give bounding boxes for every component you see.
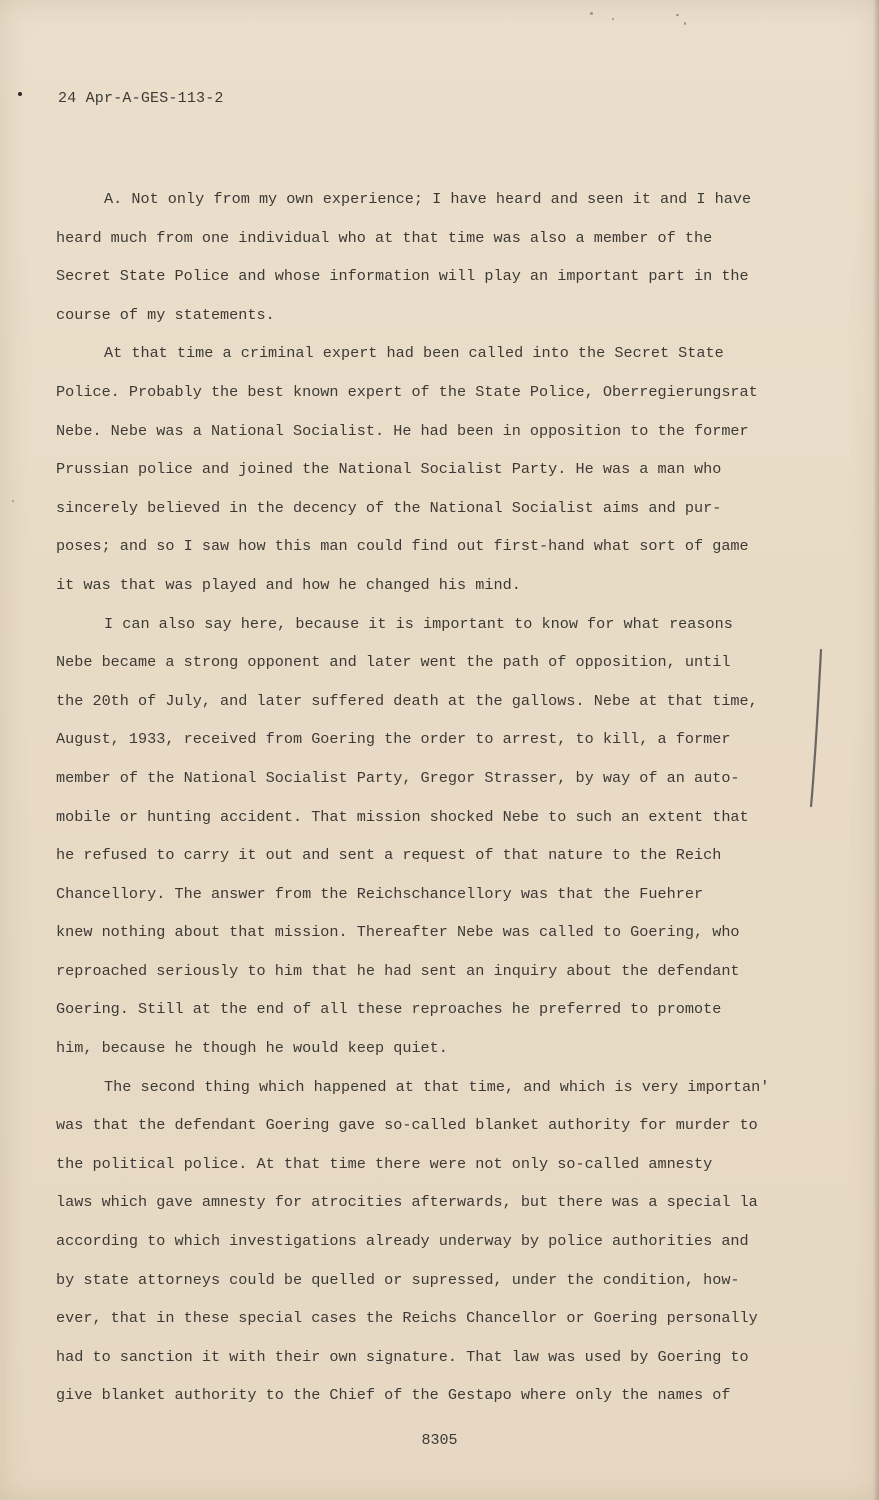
text-line: by state attorneys could be quelled or supressed, under the condition, how- bbox=[56, 1270, 740, 1289]
paper-speck bbox=[612, 18, 614, 20]
text-line: Nebe. Nebe was a National Socialist. He had been in opposition to the former bbox=[56, 421, 749, 440]
text-line: the 20th of July, and later suffered death at the gallows. Nebe at that time, bbox=[56, 691, 758, 710]
page-number: 8305 bbox=[421, 1432, 458, 1449]
text-line: mobile or hunting accident. That mission shocked Nebe to such an extent that bbox=[56, 807, 749, 826]
text-line: heard much from one individual who at that time was also a member of the bbox=[56, 228, 713, 247]
text-line: sincerely believed in the decency of the National Socialist aims and pur- bbox=[56, 498, 722, 517]
document-reference-header: 24 Apr-A-GES-113-2 bbox=[58, 90, 224, 107]
text-line: Nebe became a strong opponent and later went the path of opposition, until bbox=[56, 653, 731, 672]
text-line: had to sanction it with their own signature. That law was used by Goering to bbox=[56, 1347, 749, 1366]
document-body-text bbox=[56, 180, 826, 1415]
text-line: give blanket authority to the Chief of the Gestapo where only the names of bbox=[56, 1386, 731, 1405]
text-line: I can also say here, because it is important to know for what reasons bbox=[104, 614, 733, 633]
text-line: him, because he though he would keep quiet. bbox=[56, 1039, 448, 1058]
text-line: Prussian police and joined the National Socialist Party. He was a man who bbox=[56, 460, 722, 479]
page-edge-shadow bbox=[873, 0, 879, 1500]
text-line: At that time a criminal expert had been called into the Secret State bbox=[104, 344, 724, 363]
text-line: The second thing which happened at that time, and which is very importan' bbox=[104, 1077, 770, 1096]
text-line: ever, that in these special cases the Reichs Chancellor or Goering personally bbox=[56, 1309, 758, 1328]
text-line: Secret State Police and whose information will play an important part in the bbox=[56, 267, 749, 286]
text-line: it was that was played and how he changed his mind. bbox=[56, 575, 521, 594]
text-line: poses; and so I saw how this man could find out first-hand what sort of game bbox=[56, 537, 749, 556]
text-line: was that the defendant Goering gave so-called blanket authority for murder to bbox=[56, 1116, 758, 1135]
text-line: according to which investigations already underway by police authorities and bbox=[56, 1232, 749, 1251]
text-line: course of my statements. bbox=[56, 305, 275, 324]
text-line: member of the National Socialist Party, Gregor Strasser, by way of an auto- bbox=[56, 768, 740, 787]
text-line: Goering. Still at the end of all these reproaches he preferred to promote bbox=[56, 1000, 722, 1019]
text-line: Police. Probably the best known expert of the State Police, Oberregierungsrat bbox=[56, 382, 758, 401]
paper-speck bbox=[590, 12, 593, 15]
text-line: Chancellory. The answer from the Reichschancellory was that the Fuehrer bbox=[56, 884, 704, 903]
margin-dot-mark bbox=[18, 92, 22, 96]
text-line: he refused to carry it out and sent a request of that nature to the Reich bbox=[56, 846, 722, 865]
paper-speck bbox=[684, 22, 686, 25]
paper-speck bbox=[676, 14, 679, 16]
text-line: knew nothing about that mission. Thereafter Nebe was called to Goering, who bbox=[56, 923, 740, 942]
text-line: the political police. At that time there were not only so-called amnesty bbox=[56, 1154, 713, 1173]
text-line: laws which gave amnesty for atrocities afterwards, but there was a special la bbox=[56, 1193, 758, 1212]
text-line: A. Not only from my own experience; I have heard and seen it and I have bbox=[104, 190, 752, 208]
paper-speck bbox=[12, 500, 14, 502]
text-line: reproached seriously to him that he had sent an inquiry about the defendant bbox=[56, 961, 740, 980]
pencil-margin-mark bbox=[806, 648, 826, 808]
text-line: August, 1933, received from Goering the order to arrest, to kill, a former bbox=[56, 730, 731, 749]
